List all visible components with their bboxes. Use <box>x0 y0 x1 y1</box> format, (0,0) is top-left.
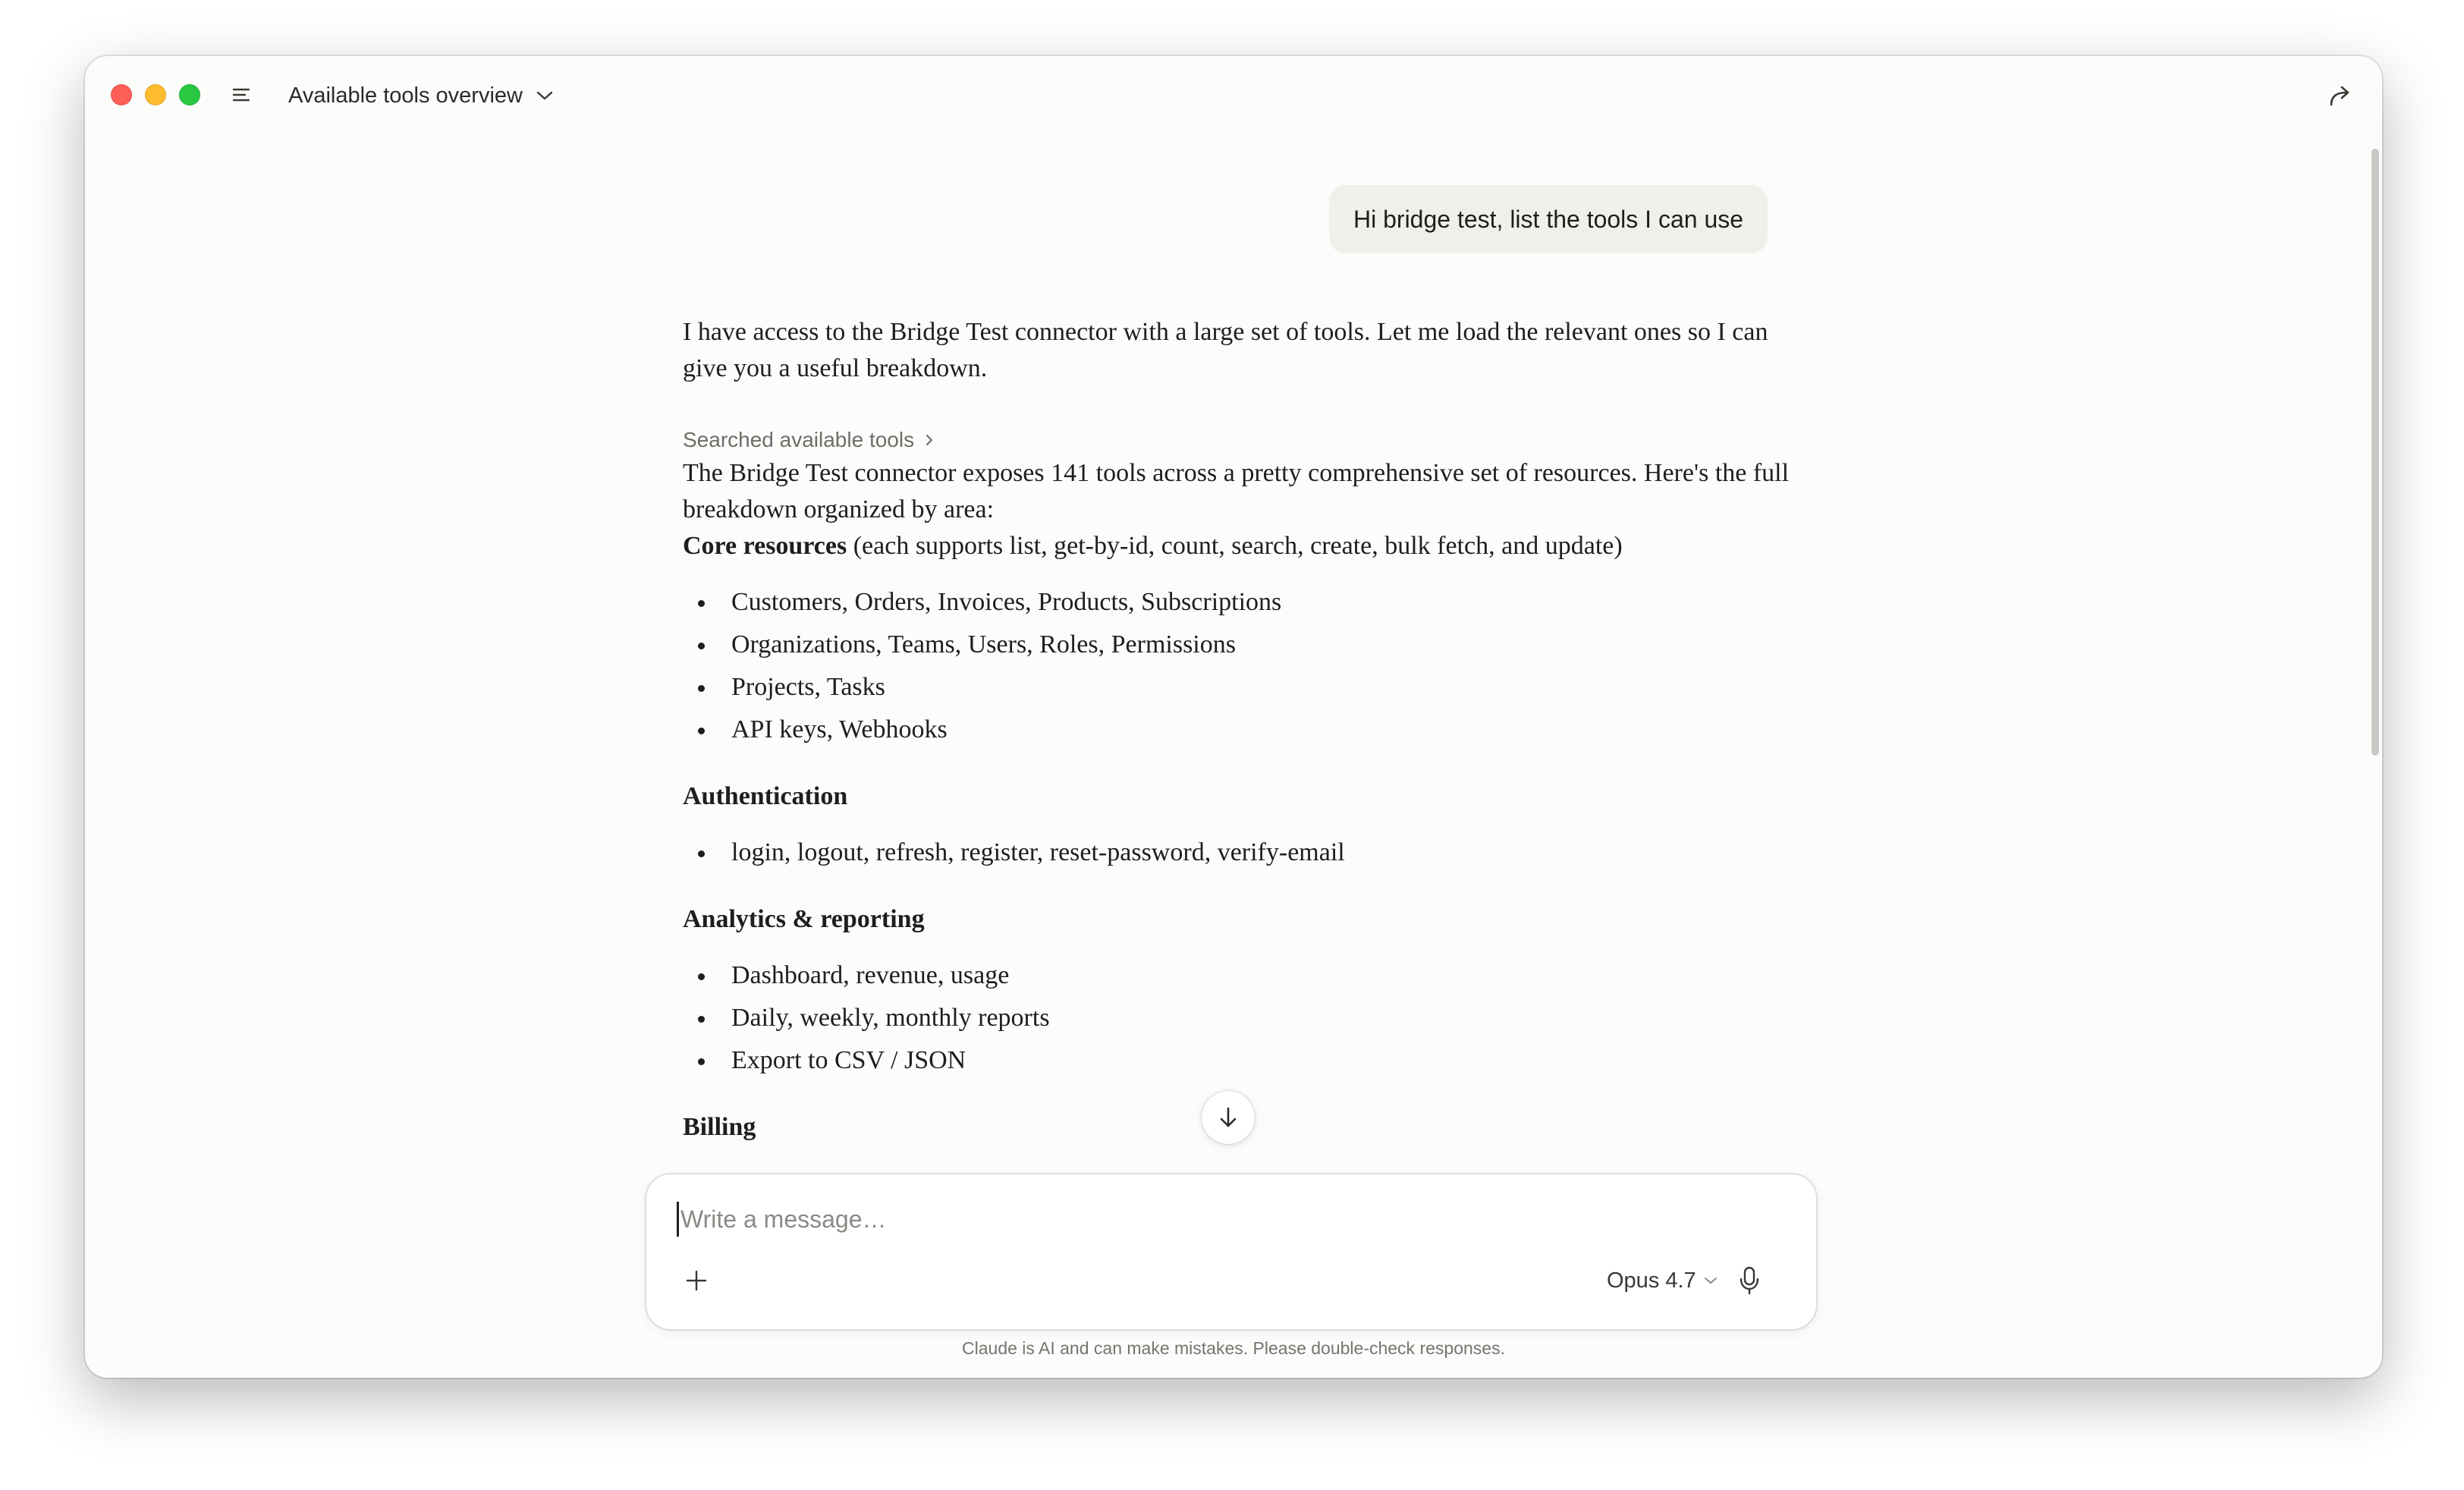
arrow-down-icon <box>1219 1106 1237 1129</box>
scroll-to-bottom-button[interactable] <box>1202 1091 1255 1144</box>
list-item: Export to CSV / JSON <box>683 1039 1790 1082</box>
chevron-down-icon <box>536 90 553 101</box>
section-title: Billing <box>683 1113 756 1141</box>
section-title: Authentication <box>683 782 848 810</box>
section-title: Analytics & reporting <box>683 905 925 933</box>
user-message-text: Hi bridge test, list the tools I can use <box>1353 205 1744 233</box>
user-message-bubble <box>1329 185 1768 253</box>
share-button[interactable] <box>2326 80 2356 111</box>
conversation-title-menu[interactable] <box>288 77 553 114</box>
model-label: Opus 4.7 <box>1607 1268 1696 1293</box>
bullet-list-authentication <box>683 831 1790 874</box>
share-arrow-icon <box>2328 84 2354 107</box>
ai-disclaimer: Claude is AI and can make mistakes. Please double-check responses. <box>962 1338 1505 1358</box>
model-selector[interactable] <box>1607 1264 1718 1297</box>
list-item: Projects, Tasks <box>683 666 1790 709</box>
list-item: login, logout, refresh, register, reset-password, verify-email <box>683 831 1790 874</box>
message-input[interactable] <box>677 1202 1788 1237</box>
section-heading-core-resources <box>683 528 1790 564</box>
section-note: (each supports list, get-by-id, count, search, create, bulk fetch, and update) <box>847 532 1623 560</box>
bullet-list-core-resources <box>683 581 1790 751</box>
close-window-button[interactable] <box>111 84 132 105</box>
message-composer <box>646 1174 1816 1329</box>
section-heading-authentication <box>683 778 1790 815</box>
assistant-summary: The Bridge Test connector exposes 141 tools across a pretty comprehensive set of resources. Here's the full breakdown organized by area: <box>683 459 1790 523</box>
plus-icon <box>685 1269 708 1292</box>
microphone-icon <box>1738 1266 1761 1295</box>
minimize-window-button[interactable] <box>145 84 166 105</box>
list-item: Organizations, Teams, Users, Roles, Permissions <box>683 624 1790 666</box>
bullet-list-analytics <box>683 954 1790 1082</box>
tool-search-disclosure[interactable] <box>683 425 1790 455</box>
section-title: Core resources <box>683 532 847 560</box>
assistant-intro: I have access to the Bridge Test connector with a large set of tools. Let me load the relevant ones so I can give you a useful breakdown. <box>683 318 1768 382</box>
voice-input-button[interactable] <box>1731 1262 1768 1299</box>
sidebar-toggle-icon <box>232 86 252 103</box>
list-item: API keys, Webhooks <box>683 709 1790 751</box>
maximize-window-button[interactable] <box>179 84 200 105</box>
chevron-down-icon <box>1704 1276 1718 1285</box>
list-item: Daily, weekly, monthly reports <box>683 997 1790 1039</box>
assistant-message <box>683 314 1790 1228</box>
app-window <box>85 56 2382 1378</box>
section-heading-analytics <box>683 901 1790 938</box>
tool-search-label: Searched available tools <box>683 428 915 451</box>
add-attachment-button[interactable] <box>680 1264 713 1297</box>
scrollbar-thumb[interactable] <box>2371 149 2379 756</box>
list-item: Customers, Orders, Invoices, Products, Subscriptions <box>683 581 1790 624</box>
chevron-right-icon <box>925 433 934 447</box>
sidebar-toggle-button[interactable] <box>229 82 255 108</box>
title-bar <box>85 56 2382 135</box>
conversation-title: Available tools overview <box>288 83 523 108</box>
list-item: Dashboard, revenue, usage <box>683 954 1790 997</box>
